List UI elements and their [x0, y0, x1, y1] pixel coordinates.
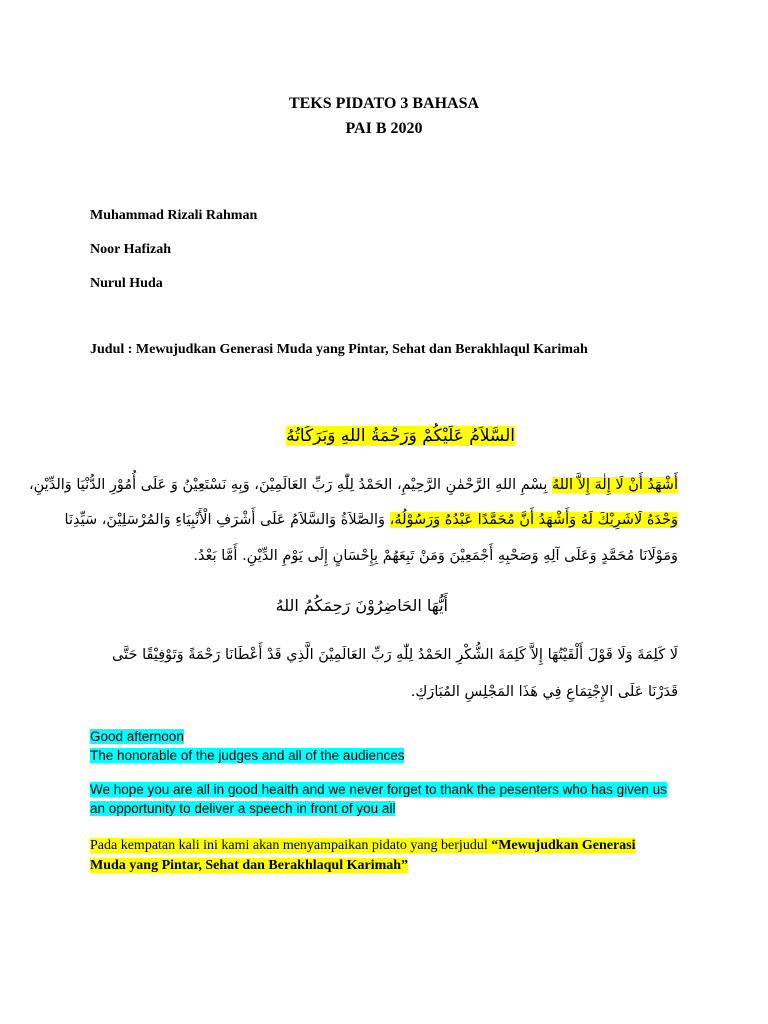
arabic-para-line-1: لَا كَلِمَةَ وَلَا قَوْلَ أَلْقَيْتُهَا إِلاَّ كَلِمَةَ الشُّكْرِ الحَمْدُ لِلّٰهِ رَبِّ العَالَمِيْنَ الَّذِي قَدْ أَعْطَانَا رَحْمَةً وَتَوْفِيْقًا حَتَّى [112, 647, 678, 663]
salam-text: السَّلاَمُ عَلَيْكُمْ وَرَحْمَةُ اللهِ وَبَرَكَاتُهُ [286, 426, 515, 446]
hope-line-2: an opportunity to deliver a speech in front of you all [90, 801, 396, 816]
basmala-text: بِسْمِ اللهِ الرَّحْمٰنِ الرَّحِيْمِ، الحَمْدُ لِلّٰهِ رَبِّ العَالَمِيْنَ، وَبِهِ نَسْتَعِيْنُ وَ عَلَى أُمُوْرِ الدُّنْيَا وَالدِّيْنِ، [28, 477, 548, 493]
speech-title: Judul : Mewujudkan Generasi Muda yang Pintar, Sehat dan Berakhlaqul Karimah [90, 342, 588, 357]
arabic-line-1 [29, 477, 678, 493]
intro-text: Pada kempatan kali ini kami akan menyampaikan pidato yang berjudul [90, 838, 492, 853]
arabic-line-2 [65, 512, 678, 528]
arabic-salam [286, 426, 515, 446]
indonesian-intro-block [90, 836, 680, 876]
arabic-address: أَيُّهَا الحَاضِرُوْنَ رَحِمَكُمُ اللهُ [275, 596, 448, 615]
author-name: Nurul Huda [90, 276, 163, 291]
speech-title-quote-cont: Muda yang Pintar, Sehat dan Berakhlaqul Karimah” [90, 858, 409, 873]
doc-subtitle: PAI B 2020 [345, 120, 423, 137]
shahada-part-2: وَحْدَهُ لَاشَرِيْكَ لَهُ وَأَشْهَدُ أَنَّ مُحَمَّدًا عَبْدُهُ وَرَسُوْلُهُ، [389, 512, 678, 528]
honor-text: The honorable of the judges and all of the audiences [90, 748, 405, 763]
author-name: Noor Hafizah [90, 242, 172, 257]
shahada-part-1: أَشْهَدُ أَنْ لَا إِلٰهَ إِلاَّ اللهُ [551, 477, 678, 493]
salawat-text: وَالصَّلاَةُ وَالسَّلاَمُ عَلَى أَشْرَفِ الْأَنْبِيَاءِ وَالمُرْسَلِيْنَ، سَيِّدِنَا [64, 512, 386, 528]
doc-title: TEKS PIDATO 3 BAHASA [288, 95, 480, 112]
speech-title-quote: “Mewujudkan Generasi [491, 838, 636, 853]
english-hope-block [90, 780, 667, 818]
arabic-line-3: وَمَوْلَانَا مُحَمَّدٍ وَعَلَى آلِهِ وَصَحْبِهِ أَجْمَعِيْنَ وَمَنْ تَبِعَهُمْ بِإِحْسَانٍ إِلَى يَوْمِ الدِّيْنِ. أَمَّا بَعْدُ. [193, 548, 678, 564]
arabic-para-line-2: قَدَرْنَا عَلَى الإِجْتِمَاعِ فِي هَذَا المَجْلِسِ المُبَارَكِ. [410, 684, 678, 700]
author-name: Muhammad Rizali Rahman [90, 208, 258, 223]
greeting-text: Good afternoon [90, 729, 184, 744]
hope-line-1: We hope you are all in good health and we never forget to thank the pesenters who has given us [90, 782, 667, 797]
english-greeting-block [90, 727, 404, 765]
